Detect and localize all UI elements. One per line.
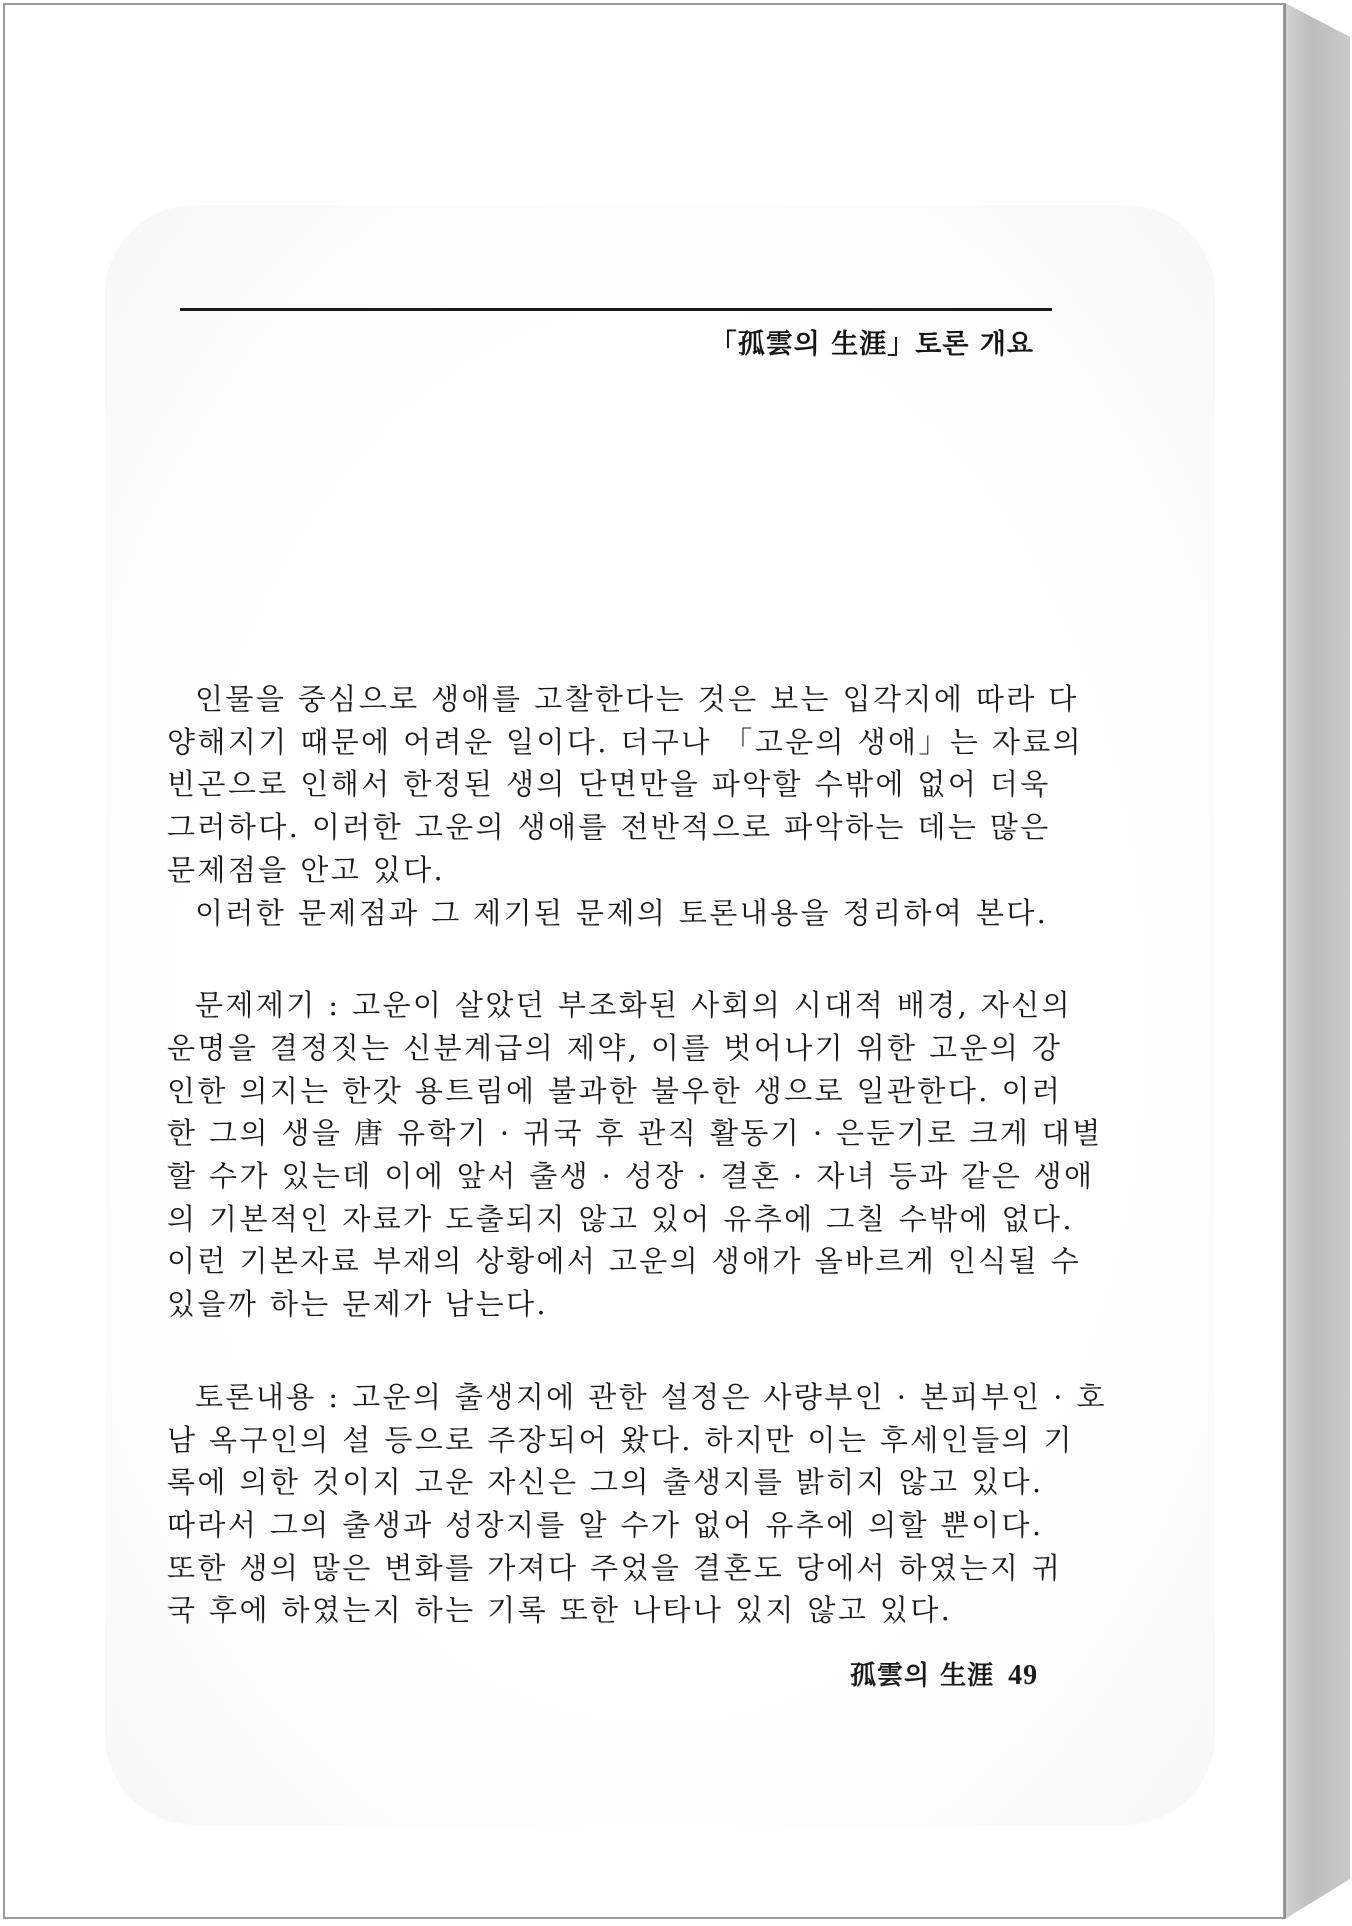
text-line: 있을까 하는 문제가 남는다. <box>167 1287 549 1322</box>
text-line: 빈곤으로 인해서 한정된 생의 단면만을 파악할 수밖에 없어 더욱 <box>167 767 1051 802</box>
book-page-edge <box>1285 3 1350 1919</box>
problem-section <box>167 984 1103 1326</box>
text-line: 양해지기 때문에 어려운 일이다. 더구나 「고운의 생애」는 자료의 <box>167 724 1084 759</box>
text-line: 또한 생의 많은 변화를 가져다 주었을 결혼도 당에서 하였는지 귀 <box>167 1550 1063 1585</box>
page-footer <box>850 1655 1038 1692</box>
page-number: 49 <box>1008 1660 1039 1691</box>
discussion-section <box>167 1376 1107 1632</box>
text-line: 록에 의한 것이지 고운 자신은 그의 출생지를 밝히지 않고 있다. <box>167 1465 1044 1500</box>
text-line: 인한 의지는 한갓 용트림에 불과한 불우한 생으로 일관한다. 이러 <box>167 1073 1063 1108</box>
text-line: 그러하다. 이러한 고운의 생애를 전반적으로 파악하는 데는 많은 <box>167 810 1051 845</box>
intro-paragraph <box>167 678 1084 934</box>
text-line: 인물을 중심으로 생애를 고찰한다는 것은 보는 입각지에 따라 다 <box>195 682 1079 716</box>
footer-title: 孤雲의 生涯 <box>850 1661 995 1691</box>
page-body <box>167 678 1107 1632</box>
text-line: 국 후에 하였는지 하는 기록 또한 나타나 있지 않고 있다. <box>167 1593 953 1628</box>
text-line: 할 수가 있는데 이에 앞서 출생 · 성장 · 결혼 · 자녀 등과 같은 생애 <box>167 1159 1095 1194</box>
chapter-title: 「孤雲의 生涯」토론 개요 <box>709 329 1034 360</box>
text-line: 의 기본적인 자료가 도출되지 않고 있어 유추에 그칠 수밖에 없다. <box>167 1201 1074 1236</box>
text-line: 문제점을 안고 있다. <box>167 852 446 887</box>
text-line: 남 옥구인의 설 등으로 주장되어 왔다. 하지만 이는 후세인들의 기 <box>167 1422 1074 1457</box>
text-line: 한 그의 생을 唐 유학기 · 귀국 후 관직 활동기 · 은둔기로 크게 대별 <box>167 1116 1103 1151</box>
text-line: 이런 기본자료 부재의 상황에서 고운의 생애가 올바르게 인식될 수 <box>167 1244 1082 1279</box>
header-rule <box>180 308 1052 311</box>
text-line: 이러한 문제점과 그 제기된 문제의 토론내용을 정리하여 본다. <box>195 895 1049 930</box>
text-line: 문제제기 : 고운이 살았던 부조화된 사회의 시대적 배경, 자신의 <box>195 988 1073 1023</box>
text-line: 운명을 결정짓는 신분계급의 제약, 이를 벗어나기 위한 고운의 강 <box>167 1030 1063 1065</box>
text-line: 따라서 그의 출생과 성장지를 알 수가 없어 유추에 의할 뿐이다. <box>167 1507 1044 1542</box>
text-line: 토론내용 : 고운의 출생지에 관한 설정은 사량부인 · 본피부인 · 호 <box>195 1379 1107 1414</box>
